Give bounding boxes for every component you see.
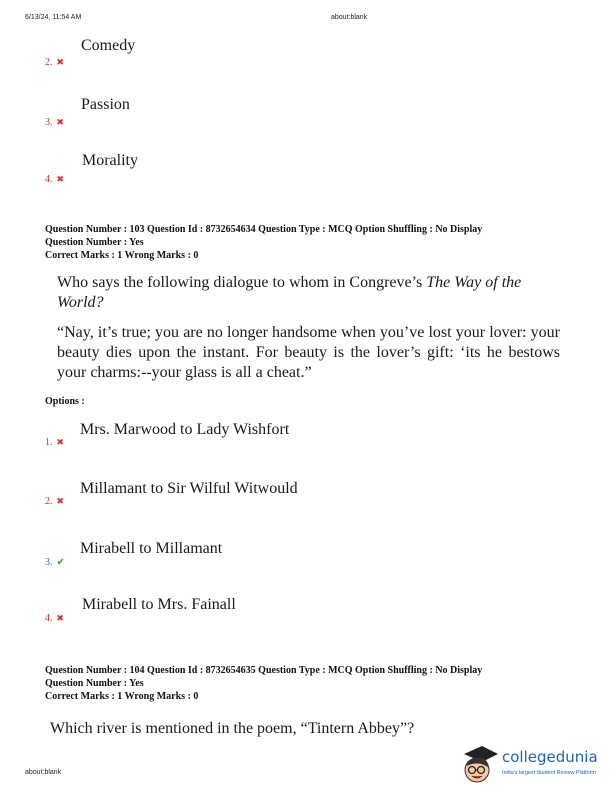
cross-icon: ✖ — [56, 58, 65, 68]
question-text: Which river is mentioned in the poem, “Tintern Abbey”? — [50, 720, 415, 737]
option-text: Mrs. Marwood to Lady Wishfort — [80, 421, 290, 438]
check-icon: ✔ — [56, 557, 65, 568]
prev-option-number: 2. ✖ — [45, 57, 65, 68]
option-number: 1. ✖ — [45, 437, 65, 448]
collegedunia-logo — [460, 742, 610, 788]
options-label: Options : — [45, 396, 85, 407]
prev-option-number: 4. ✖ — [45, 174, 65, 185]
cross-icon: ✖ — [56, 175, 65, 185]
prev-option-text: Comedy — [81, 37, 136, 54]
cross-icon: ✖ — [56, 614, 65, 624]
question-meta: Question Number : 104 Question Id : 8732654635 Question Type : MCQ Option Shuffling : No Display Question Number : Yes Correct Marks : 1 Wrong Marks : 0 — [45, 665, 483, 702]
option-number: 2. ✖ — [45, 496, 65, 507]
prev-option-text: Passion — [81, 96, 130, 113]
cross-icon: ✖ — [56, 497, 65, 507]
question-meta: Question Number : 103 Question Id : 8732654634 Question Type : MCQ Option Shuffling : No Display Question Number : Yes Correct Marks : 1 Wrong Marks : 0 — [45, 224, 483, 261]
print-url: about:blank — [331, 14, 368, 21]
print-footer-url: about:blank — [25, 769, 62, 776]
prev-option-text: Morality — [82, 152, 138, 169]
print-datetime: 6/13/24, 11:54 AM — [25, 14, 82, 21]
question-text: Who says the following dialogue to whom in Congreve’s The Way of the World? — [57, 274, 522, 311]
cross-icon: ✖ — [56, 438, 65, 448]
option-text: Mirabell to Millamant — [80, 540, 223, 557]
option-number: 3. ✔ — [45, 557, 65, 568]
logo-name: collegedunia — [502, 748, 598, 766]
option-number: 4. ✖ — [45, 613, 65, 624]
cross-icon: ✖ — [56, 118, 65, 128]
option-text: Mirabell to Mrs. Fainall — [82, 596, 236, 613]
option-text: Millamant to Sir Wilful Witwould — [80, 480, 298, 497]
mascot-icon — [460, 742, 500, 786]
logo-tagline: India's largest Student Review Platform — [502, 770, 596, 776]
prev-option-number: 3. ✖ — [45, 117, 65, 128]
question-quote: “Nay, it’s true; you are no longer handsome when you’ve lost your lover: your beauty dies upon the instant. For beauty is the lover’s gift: ‘its he bestows your charms:--your glass is all a cheat.” — [57, 324, 560, 381]
